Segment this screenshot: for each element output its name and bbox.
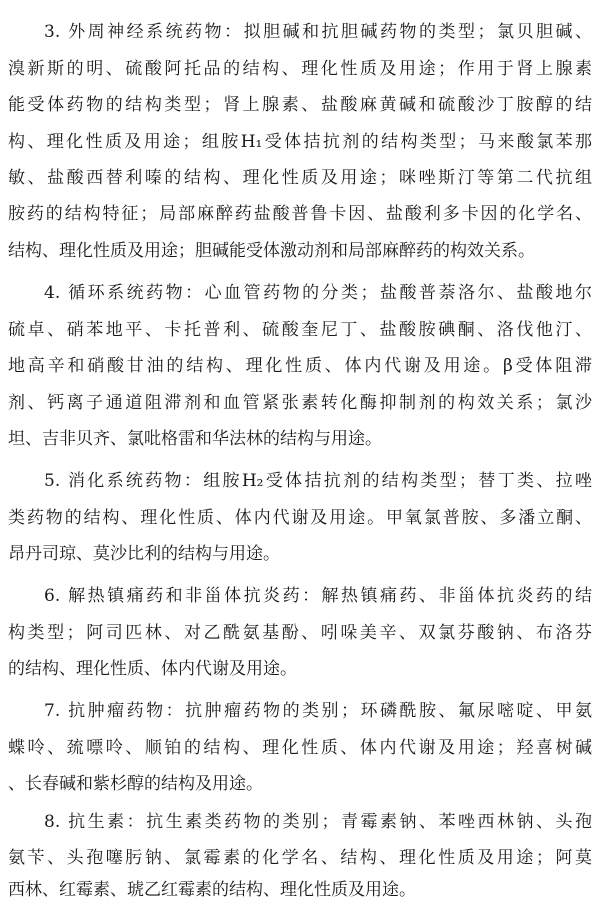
section-4-line-4: 剂、钙离子通道阻滞剂和血管紧张素转化酶抑制剂的构效关系；氯沙 bbox=[8, 393, 592, 413]
section-5-line-1: 5. 消化系统药物：组胺H₂受体拮抗剂的结构类型；替丁类、拉唑 bbox=[44, 471, 592, 491]
section-3-line-4: 构、理化性质及用途；组胺H₁受体拮抗剂的结构类型；马来酸氯苯那 bbox=[8, 132, 592, 152]
section-5-line-3: 昂丹司琼、莫沙比利的结构与用途。 bbox=[8, 544, 280, 564]
section-5-line-2: 类药物的结构、理化性质、体内代谢及用途。甲氧氯普胺、多潘立酮、 bbox=[8, 508, 592, 528]
section-3-line-7: 结构、理化性质及用途；胆碱能受体激动剂和局部麻醉药的构效关系。 bbox=[8, 241, 535, 261]
section-8-line-1: 8. 抗生素：抗生素类药物的类别；青霉素钠、苯唑西林钠、头孢 bbox=[44, 812, 592, 832]
section-7-line-3: 、长春碱和紫杉醇的结构及用途。 bbox=[8, 774, 263, 794]
section-3-line-6: 胺药的结构特征；局部麻醉药盐酸普鲁卡因、盐酸利多卡因的化学名、 bbox=[8, 204, 592, 224]
section-6-line-2: 构类型；阿司匹林、对乙酰氨基酚、吲哚美辛、双氯芬酸钠、布洛芬 bbox=[8, 623, 592, 643]
section-7-line-1: 7. 抗肿瘤药物：抗肿瘤药物的类别；环磷酰胺、氟尿嘧啶、甲氨 bbox=[44, 701, 592, 721]
section-3-line-1: 3. 外周神经系统药物：拟胆碱和抗胆碱药物的类型；氯贝胆碱、 bbox=[44, 22, 592, 42]
section-4-line-1: 4. 循环系统药物：心血管药物的分类；盐酸普萘洛尔、盐酸地尔 bbox=[44, 283, 592, 303]
section-3-line-2: 溴新斯的明、硫酸阿托品的结构、理化性质及用途；作用于肾上腺素 bbox=[8, 59, 592, 79]
section-3-line-3: 能受体药物的结构类型；肾上腺素、盐酸麻黄碱和硫酸沙丁胺醇的结 bbox=[8, 95, 592, 115]
section-4-line-3: 地高辛和硝酸甘油的结构、理化性质、体内代谢及用途。β受体阻滞 bbox=[8, 356, 592, 376]
section-6-line-3: 的结构、理化性质、体内代谢及用途。 bbox=[8, 659, 297, 679]
section-4-line-2: 硫卓、硝苯地平、卡托普利、硫酸奎尼丁、盐酸胺碘酮、洛伐他汀、 bbox=[8, 320, 592, 340]
section-6-line-1: 6. 解热镇痛药和非甾体抗炎药：解热镇痛药、非甾体抗炎药的结 bbox=[44, 586, 592, 606]
section-8-line-3: 西林、红霉素、琥乙红霉素的结构、理化性质及用途。 bbox=[8, 880, 416, 900]
section-8-line-2: 氨苄、头孢噻肟钠、氯霉素的化学名、结构、理化性质及用途；阿莫 bbox=[8, 848, 592, 868]
section-3-line-5: 敏、盐酸西替利嗪的结构、理化性质及用途；咪唑斯汀等第二代抗组 bbox=[8, 168, 592, 188]
section-7-line-2: 蝶呤、巯嘌呤、顺铂的结构、理化性质、体内代谢及用途；羟喜树碱 bbox=[8, 738, 592, 758]
section-4-line-5: 坦、吉非贝齐、氯吡格雷和华法林的结构与用途。 bbox=[8, 429, 382, 449]
